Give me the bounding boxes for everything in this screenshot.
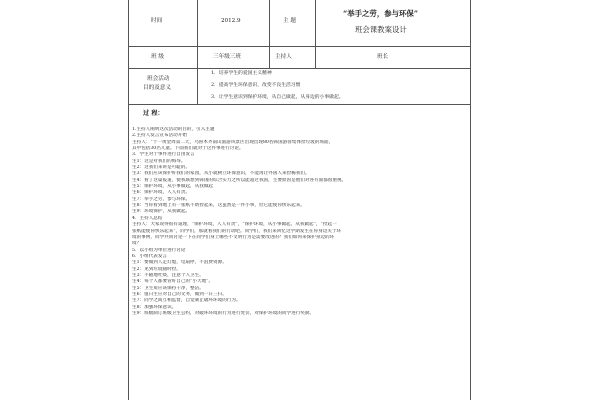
process-line: 主持人：“十一黄金周第二天，乌鲁木齐南山旅游风景区出现出现80名韩国游客集体捡垃圾的场面， — [132, 139, 334, 145]
process-line: 6．小组代表发言 — [132, 253, 168, 259]
process-line: 2.主持人发言宣布活动开始 — [132, 133, 187, 139]
process-line: 生7：同学之间互相监督，自觉制止破坏环境的行为。 — [132, 298, 241, 304]
process-line: 生6：值日生应对自己的文务，做到一日三扫。 — [132, 291, 227, 297]
process-heading: 过 程： — [143, 110, 164, 117]
process-line: 生1：要做到人走灯熄，电扇停，不浪费资源。 — [132, 260, 227, 266]
process-line: 主持人：大家说得很有道理，“保护环境，人人有责”，“保护环境，从小事做起，从我做起”，“捡起一 — [132, 222, 337, 228]
process-line: 张纸能使你快乐起来”，同学们，那就看我们的行动吧。同学们，我们来回忆这学期发生在你身边关于环 — [132, 228, 342, 234]
process-line: 生6：保护环境，人人有责。 — [132, 190, 191, 196]
purpose-row — [129, 69, 470, 105]
process-line: 生4：看了这篇报道，使我联想到韩国的综合实力之所以能超过我国，主要原因是他们对各方面都很重视。 — [132, 177, 347, 183]
process-line: 境？ — [132, 241, 142, 247]
process-line: 1.主持人阐明这次活动的目的，引入主题 — [132, 127, 215, 132]
class-row — [129, 47, 470, 69]
process-line: 生9：班级制订班级卫生公约，对破坏环境的行为进行处罚，对保护环境的同学进行奖励。 — [132, 310, 315, 316]
process-line: 生1：这是对我们的侮辱。 — [132, 158, 186, 164]
time-label: 时间 — [151, 18, 163, 24]
purpose-item: 3．让学生意识到保护环境，从自己做起，从身边的小事做起。 — [211, 95, 344, 100]
topic-title: “举手之劳，参与环保” — [343, 9, 419, 18]
process-line: 3．学生对于事件进行自由发言 — [132, 152, 195, 158]
process-line: 生8：加强环保意识。 — [132, 304, 177, 310]
host-label: 主持人 — [275, 54, 292, 60]
process-line: 生9：环境保护，从我做起。 — [132, 209, 191, 215]
process-line: 生3：我们应该保护好我们的家园，从小就树立环保意识，不能再让外国人来捡稀我们。 — [132, 171, 310, 177]
time-value: 2012.9 — [221, 18, 241, 24]
purpose-label-2: 目的及意义 — [143, 85, 171, 91]
process-line: 生8：当你看到地上有一张纸不妨捡起来，这虽然是一件小事，但它能使你快乐起来。 — [132, 203, 305, 209]
header-row — [129, 0, 470, 47]
class-value: 三年级三班 — [213, 54, 241, 60]
process-line: 4．主持人总结 — [132, 215, 163, 221]
process-line: 境的事例，同学共同讨论一下在同学们身上哪些不文明行为是需要改进的？我们如何来保护身边的环 — [132, 234, 335, 240]
class-label: 班 级 — [151, 54, 164, 60]
lesson-plan-table — [128, 0, 471, 400]
process-line — [132, 317, 467, 323]
process-line: 生2：见到垃圾随时捡。 — [132, 266, 181, 272]
process-content — [132, 127, 467, 324]
process-line: 其中包括30名儿童。下面我们就对于这件事进行讨论。 — [132, 146, 244, 152]
topic-subtitle: 班会课教案设计 — [355, 25, 407, 34]
purpose-item: 1．培养学生的爱国主义精神 — [211, 71, 272, 76]
purpose-label-1: 班会活动 — [147, 76, 170, 82]
purpose-item: 2．提高学生环保意识，改变不良生活习惯 — [211, 83, 301, 88]
process-line: 5．以小组为单位进行讨论 — [132, 247, 186, 253]
topic-label: 主 题 — [283, 18, 296, 24]
process-line: 生5：卫生角应该保持干净，整洁。 — [132, 285, 204, 291]
process-line: 生7：举手之劳，参与环保。 — [132, 196, 191, 202]
host-value: 班长 — [377, 54, 389, 60]
process-line: 生3：不随地吐痰，注意个人卫生。 — [132, 272, 204, 278]
process-line: 生4：每个人都要管好自己的“小天地”。 — [132, 279, 214, 285]
process-line: 生2：这我们来讲是可耻的。 — [132, 165, 191, 171]
process-line: 生5：保护环境，从小事做起，从我做起 — [132, 184, 214, 190]
